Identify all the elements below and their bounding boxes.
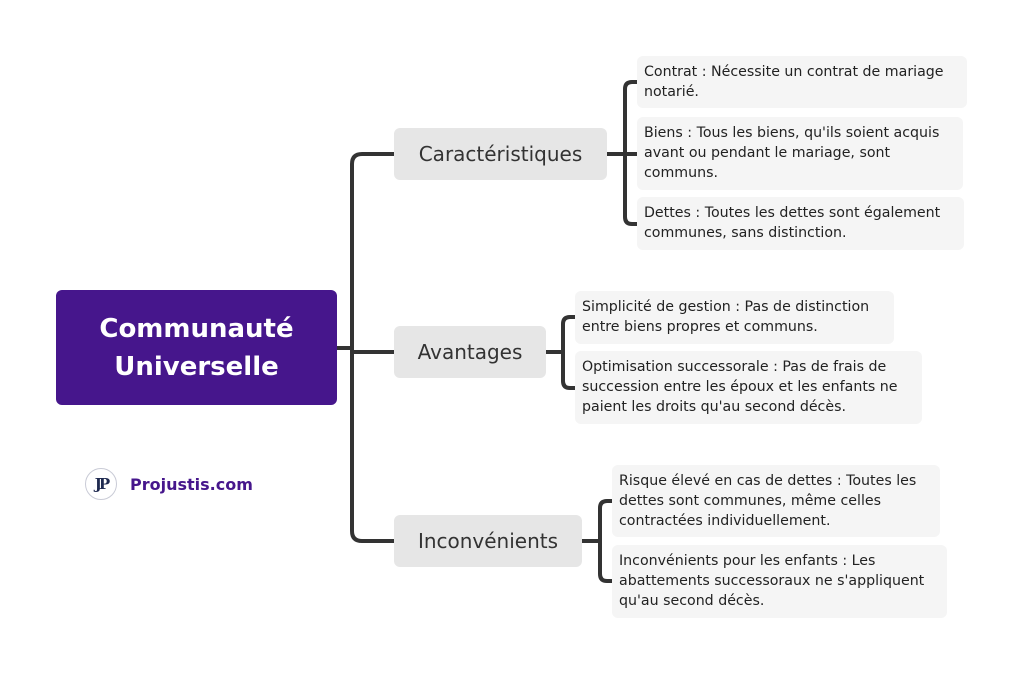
leaf-node-enfants xyxy=(612,545,947,618)
branch-node-inconvenients xyxy=(394,515,582,567)
leaf-node-risque xyxy=(612,465,940,537)
leaf-node-optimisation xyxy=(575,351,922,424)
brand-name: Projustis.com xyxy=(130,474,253,494)
branch-label: Caractéristiques xyxy=(418,142,583,166)
branch-node-caracteristiques xyxy=(394,128,607,180)
avantages-bracket xyxy=(563,317,575,388)
branch-label: Avantages xyxy=(417,340,523,364)
main-spine xyxy=(352,154,394,541)
root-label-line1: Communauté xyxy=(99,313,294,344)
brand-link[interactable] xyxy=(85,468,253,500)
leaf-text: Contrat : Nécessite un contrat de mariage notarié. xyxy=(644,64,944,100)
leaf-text: Simplicité de gestion : Pas de distinction entre biens propres et communs. xyxy=(582,299,870,335)
leaf-text: Biens : Tous les biens, qu'ils soient acquis avant ou pendant le mariage, sont communs. xyxy=(644,125,940,181)
inconvenients-bracket xyxy=(600,501,612,581)
projustis-logo-icon: JP xyxy=(85,468,117,500)
root-label-line2: Universelle xyxy=(114,351,279,382)
leaf-text: Risque élevé en cas de dettes : Toutes les dettes sont communes, même celles contractées individuellement. xyxy=(619,473,917,529)
branch-label: Inconvénients xyxy=(417,529,559,553)
leaf-node-dettes xyxy=(637,197,964,250)
leaf-node-biens xyxy=(637,117,963,190)
leaf-text: Dettes : Toutes les dettes sont également communes, sans distinction. xyxy=(644,205,941,241)
leaf-text: Optimisation successorale : Pas de frais de succession entre les époux et les enfants ne paient les droits qu'au second décès. xyxy=(582,359,898,415)
branch-node-avantages xyxy=(394,326,546,378)
leaf-text: Inconvénients pour les enfants : Les abattements successoraux ne s'appliquent qu'au second décès. xyxy=(619,553,925,609)
leaf-node-simplicite xyxy=(575,291,894,344)
root-node xyxy=(56,290,337,405)
leaf-node-contrat xyxy=(637,56,967,108)
